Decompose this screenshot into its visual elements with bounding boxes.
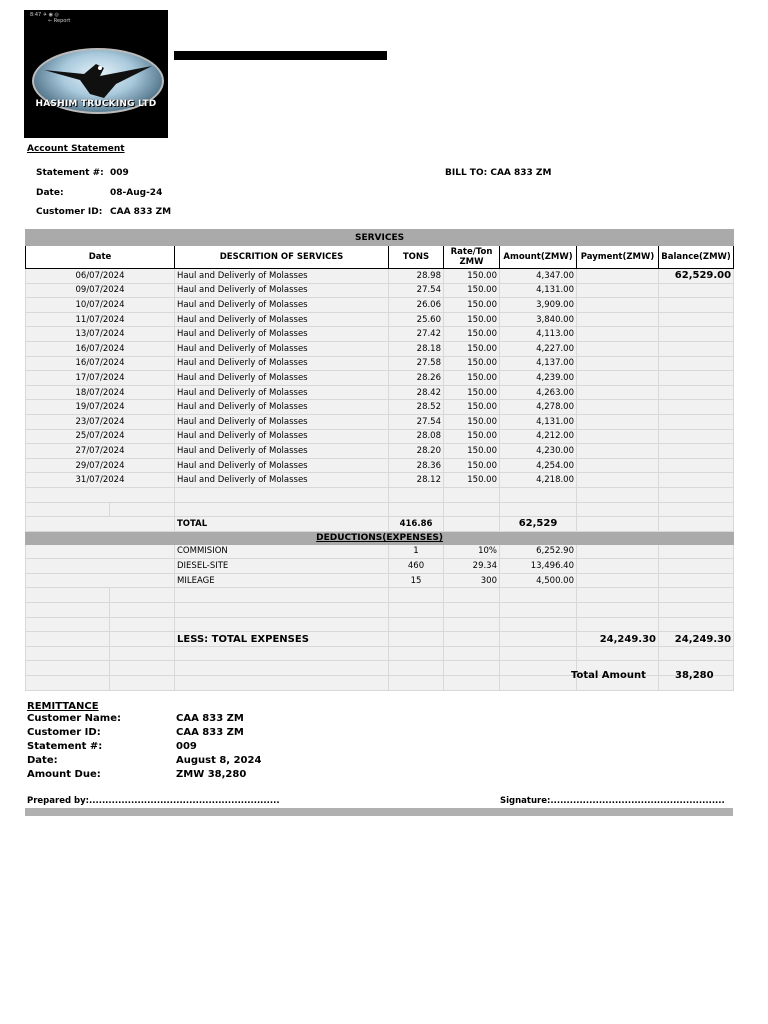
service-row: [26, 341, 734, 356]
row-rate: 150.00: [444, 283, 500, 298]
row-description: Haul and Deliverly of Molasses: [175, 327, 389, 342]
row-tons: 28.52: [389, 400, 444, 415]
row-date: 06/07/2024: [26, 269, 175, 284]
date-value: 08-Aug-24: [110, 188, 163, 198]
row-tons: 28.26: [389, 371, 444, 386]
row-amount: 4,131.00: [500, 283, 577, 298]
deduction-payment: [577, 559, 659, 574]
service-row: [26, 327, 734, 342]
total-amount-value: 38,280: [675, 670, 714, 681]
row-amount: 4,131.00: [500, 414, 577, 429]
company-name: HASHIM TRUCKING LTD: [35, 99, 157, 109]
service-row: [26, 283, 734, 298]
row-tons: 27.54: [389, 414, 444, 429]
row-description: Haul and Deliverly of Molasses: [175, 312, 389, 327]
row-tons: 27.42: [389, 327, 444, 342]
prepared-by: Prepared by:...........................................................: [27, 796, 280, 806]
signature-line: Signature:......................................................: [500, 796, 725, 806]
row-rate: 150.00: [444, 429, 500, 444]
total-amount: 62,529: [500, 517, 577, 532]
deduction-rate: 29.34: [444, 559, 500, 574]
col-date: Date: [26, 246, 175, 269]
row-amount: 3,840.00: [500, 312, 577, 327]
deduction-spacer: [26, 559, 175, 574]
remittance-item: [27, 755, 261, 769]
service-row: [26, 385, 734, 400]
remittance-value: CAA 833 ZM: [176, 713, 244, 724]
row-payment: [577, 283, 659, 298]
total-label: TOTAL: [175, 517, 389, 532]
row-amount: 3,909.00: [500, 298, 577, 313]
row-tons: 28.20: [389, 444, 444, 459]
row-rate: 150.00: [444, 473, 500, 488]
deduction-qty: 15: [389, 573, 444, 588]
row-tons: 26.06: [389, 298, 444, 313]
row-rate: 150.00: [444, 444, 500, 459]
remittance-value: CAA 833 ZM: [176, 727, 244, 738]
row-tons: 28.36: [389, 458, 444, 473]
remittance-title: REMITTANCE: [27, 701, 99, 712]
remittance-label: Statement #:: [27, 741, 103, 752]
redacted-block: [174, 51, 387, 60]
deduction-rate: 10%: [444, 544, 500, 559]
row-payment: [577, 269, 659, 284]
row-balance: [659, 327, 734, 342]
remittance-item: [27, 741, 261, 755]
total-row: [26, 517, 734, 532]
row-description: Haul and Deliverly of Molasses: [175, 341, 389, 356]
row-amount: 4,263.00: [500, 385, 577, 400]
deduction-rate: 300: [444, 573, 500, 588]
row-description: Haul and Deliverly of Molasses: [175, 269, 389, 284]
row-amount: 4,113.00: [500, 327, 577, 342]
row-description: Haul and Deliverly of Molasses: [175, 283, 389, 298]
row-amount: 4,230.00: [500, 444, 577, 459]
deduction-description: DIESEL-SITE: [175, 559, 389, 574]
row-tons: 28.42: [389, 385, 444, 400]
deduction-payment: [577, 544, 659, 559]
row-balance: [659, 414, 734, 429]
statement-value: 009: [110, 168, 129, 178]
row-balance: [659, 458, 734, 473]
service-row: [26, 269, 734, 284]
row-description: Haul and Deliverly of Molasses: [175, 400, 389, 415]
row-balance: [659, 341, 734, 356]
deduction-row: [26, 559, 734, 574]
service-row: [26, 356, 734, 371]
row-date: 16/07/2024: [26, 356, 175, 371]
row-description: Haul and Deliverly of Molasses: [175, 371, 389, 386]
row-date: 09/07/2024: [26, 283, 175, 298]
deduction-balance: [659, 573, 734, 588]
row-payment: [577, 327, 659, 342]
row-payment: [577, 429, 659, 444]
statement-table: [25, 229, 734, 691]
row-date: 17/07/2024: [26, 371, 175, 386]
remittance-value: August 8, 2024: [176, 755, 262, 766]
remittance-label: Customer ID:: [27, 727, 101, 738]
row-description: Haul and Deliverly of Molasses: [175, 429, 389, 444]
row-description: Haul and Deliverly of Molasses: [175, 356, 389, 371]
row-tons: 27.54: [389, 283, 444, 298]
deduction-spacer: [26, 544, 175, 559]
deduction-description: COMMISION: [175, 544, 389, 559]
deduction-amount: 13,496.40: [500, 559, 577, 574]
deduction-amount: 6,252.90: [500, 544, 577, 559]
row-payment: [577, 371, 659, 386]
row-rate: 150.00: [444, 341, 500, 356]
date-label: Date:: [36, 188, 64, 198]
deduction-qty: 1: [389, 544, 444, 559]
customer-id-label: Customer ID:: [36, 207, 103, 217]
row-payment: [577, 341, 659, 356]
row-balance: [659, 371, 734, 386]
row-payment: [577, 385, 659, 400]
row-rate: 150.00: [444, 414, 500, 429]
row-payment: [577, 298, 659, 313]
total-tons: 416.86: [389, 517, 444, 532]
row-date: 13/07/2024: [26, 327, 175, 342]
row-balance: [659, 429, 734, 444]
row-tons: 28.08: [389, 429, 444, 444]
row-payment: [577, 414, 659, 429]
service-row: [26, 429, 734, 444]
row-date: 29/07/2024: [26, 458, 175, 473]
row-amount: 4,227.00: [500, 341, 577, 356]
row-description: Haul and Deliverly of Molasses: [175, 385, 389, 400]
row-amount: 4,212.00: [500, 429, 577, 444]
row-rate: 150.00: [444, 327, 500, 342]
status-bar-left: 8:47 ✈ ◉ ◎: [30, 12, 59, 18]
row-amount: 4,239.00: [500, 371, 577, 386]
col-balance: Balance(ZMW): [659, 246, 734, 269]
row-date: 31/07/2024: [26, 473, 175, 488]
row-rate: 150.00: [444, 269, 500, 284]
row-date: 16/07/2024: [26, 341, 175, 356]
service-row: [26, 458, 734, 473]
row-amount: 4,347.00: [500, 269, 577, 284]
col-rate: Rate/Ton ZMW: [444, 246, 500, 269]
row-balance: [659, 400, 734, 415]
deduction-spacer: [26, 573, 175, 588]
remittance-item: [27, 713, 261, 727]
row-tons: 28.18: [389, 341, 444, 356]
service-row: [26, 473, 734, 488]
row-date: 23/07/2024: [26, 414, 175, 429]
services-header: SERVICES: [26, 230, 734, 246]
logo-nav-text: ← Report: [48, 18, 71, 24]
row-date: 19/07/2024: [26, 400, 175, 415]
row-tons: 25.60: [389, 312, 444, 327]
row-balance: [659, 385, 734, 400]
row-amount: 4,218.00: [500, 473, 577, 488]
remittance-section: [27, 701, 261, 783]
deduction-payment: [577, 573, 659, 588]
row-balance: [659, 283, 734, 298]
col-amount: Amount(ZMW): [500, 246, 577, 269]
row-description: Haul and Deliverly of Molasses: [175, 458, 389, 473]
row-description: Haul and Deliverly of Molasses: [175, 473, 389, 488]
row-amount: 4,278.00: [500, 400, 577, 415]
remittance-item: [27, 769, 261, 783]
less-expenses-payment: 24,249.30: [577, 632, 659, 647]
row-date: 27/07/2024: [26, 444, 175, 459]
remittance-item: [27, 727, 261, 741]
row-rate: 150.00: [444, 458, 500, 473]
less-expenses-label: LESS: TOTAL EXPENSES: [175, 632, 389, 647]
col-description: DESCRITION OF SERVICES: [175, 246, 389, 269]
remittance-label: Customer Name:: [27, 713, 121, 724]
row-balance: [659, 473, 734, 488]
deductions-header: DEDUCTIONS(EXPENSES): [26, 531, 734, 544]
document-title: Account Statement: [27, 144, 125, 154]
row-rate: 150.00: [444, 371, 500, 386]
row-date: 18/07/2024: [26, 385, 175, 400]
customer-id-value: CAA 833 ZM: [110, 207, 172, 217]
row-payment: [577, 356, 659, 371]
row-rate: 150.00: [444, 298, 500, 313]
remittance-label: Date:: [27, 755, 58, 766]
service-row: [26, 414, 734, 429]
row-balance: [659, 444, 734, 459]
less-expenses-balance: 24,249.30: [659, 632, 734, 647]
deduction-row: [26, 544, 734, 559]
total-amount-label: Total Amount: [571, 670, 646, 681]
row-balance: [659, 298, 734, 313]
row-description: Haul and Deliverly of Molasses: [175, 444, 389, 459]
row-rate: 150.00: [444, 356, 500, 371]
row-payment: [577, 400, 659, 415]
row-rate: 150.00: [444, 400, 500, 415]
row-payment: [577, 458, 659, 473]
remittance-label: Amount Due:: [27, 769, 101, 780]
service-row: [26, 400, 734, 415]
service-row: [26, 298, 734, 313]
row-date: 25/07/2024: [26, 429, 175, 444]
remittance-value: ZMW 38,280: [176, 769, 247, 780]
row-balance: [659, 356, 734, 371]
row-date: 10/07/2024: [26, 298, 175, 313]
service-row: [26, 371, 734, 386]
row-rate: 150.00: [444, 385, 500, 400]
col-tons: TONS: [389, 246, 444, 269]
deduction-amount: 4,500.00: [500, 573, 577, 588]
row-amount: 4,137.00: [500, 356, 577, 371]
row-description: Haul and Deliverly of Molasses: [175, 414, 389, 429]
deduction-row: [26, 573, 734, 588]
row-payment: [577, 444, 659, 459]
row-tons: 28.12: [389, 473, 444, 488]
footer-bar: [25, 808, 733, 816]
row-balance: [659, 312, 734, 327]
service-row: [26, 312, 734, 327]
company-logo: [24, 10, 168, 138]
row-tons: 28.98: [389, 269, 444, 284]
row-amount: 4,254.00: [500, 458, 577, 473]
row-payment: [577, 312, 659, 327]
deduction-balance: [659, 559, 734, 574]
row-rate: 150.00: [444, 312, 500, 327]
deduction-description: MILEAGE: [175, 573, 389, 588]
remittance-value: 009: [176, 741, 197, 752]
row-balance: 62,529.00: [659, 269, 734, 284]
bill-to: BILL TO: CAA 833 ZM: [445, 168, 552, 178]
deduction-qty: 460: [389, 559, 444, 574]
deduction-balance: [659, 544, 734, 559]
row-payment: [577, 473, 659, 488]
row-date: 11/07/2024: [26, 312, 175, 327]
col-payment: Payment(ZMW): [577, 246, 659, 269]
service-row: [26, 444, 734, 459]
row-description: Haul and Deliverly of Molasses: [175, 298, 389, 313]
less-expenses-row: [26, 632, 734, 647]
statement-label: Statement #:: [36, 168, 104, 178]
row-tons: 27.58: [389, 356, 444, 371]
